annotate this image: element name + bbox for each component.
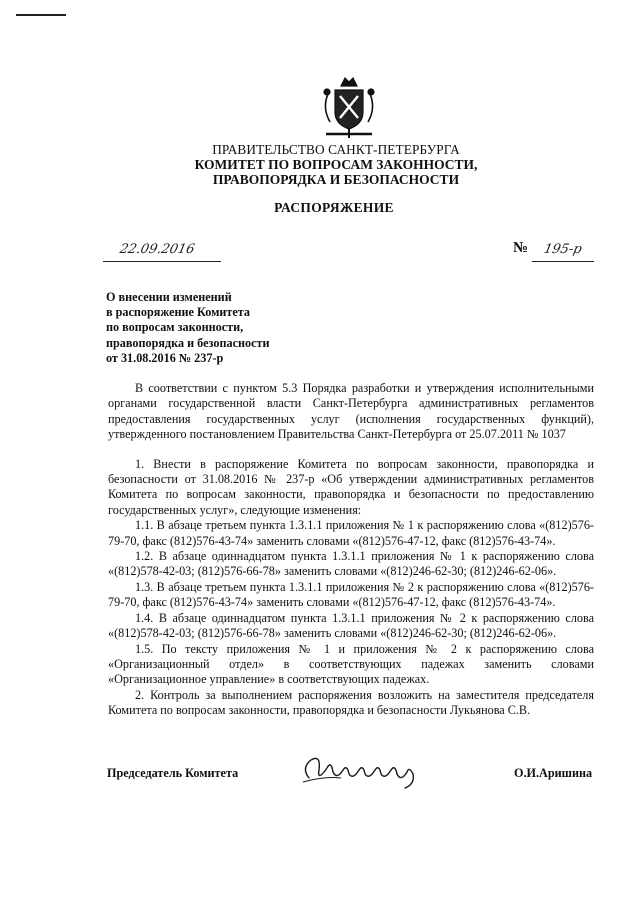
subject-line: правопорядка и безопасности (106, 335, 270, 350)
number-label: № (513, 240, 529, 256)
clause-paragraph: 1.3. В абзаце третьем пункта 1.3.1.1 приложения № 2 к распоряжению слова «(812)576-79-70, факс (812)576-43-74» заменить словами «(812)576-47-12, факс (812)576-43-74». (108, 579, 594, 610)
clause-paragraph: 1.5. По тексту приложения № 1 и приложения № 2 к распоряжению слова «Организационный отдел» в соответствующих падежах заменить словами «Организационное управление» в соответствующих падежах. (108, 641, 594, 687)
clause-paragraph: 1.2. В абзаце одиннадцатом пункта 1.3.1.1 приложения № 1 к распоряжению слова «(812)578-42-03; (812)576-66-78» заменить словами «(812)246-62-30; (812)246-62-06». (108, 549, 594, 579)
committee-name-line2: ПРАВОПОРЯДКА И БЕЗОПАСНОСТИ (212, 172, 460, 187)
signatory-name: О.И.Аришина (514, 766, 593, 780)
signatory-position: Председатель Комитета (107, 766, 239, 780)
clause-paragraph: 1. Внести в распоряжение Комитета по вопросам законности, правопорядка и безопасности от 31.08.2016 № 237-р «Об утверждении административных регламентов Комитета по вопросам законности, правопорядка и безопасности по предоставлению государственных услуг», следующие изменения: (108, 456, 594, 517)
preamble-paragraph: В соответствии с пунктом 5.3 Порядка разработки и утверждения исполнительными органами государственной власти Санкт-Петербурга административных регламентов предоставления государственных услуг (исполнения государственных функций), утвержденного постановлением Правительства Санкт-Петербурга от 25.07.2011 № 1037 (108, 381, 594, 442)
clause-paragraph: 2. Контроль за выполнением распоряжения возложить на заместителя председателя Комитета по вопросам законности, правопорядка и безопасности Лукьянова С.В. (108, 687, 594, 718)
document-date: 22.09.2016 (118, 242, 197, 257)
subject-line: от 31.08.2016 № 237-р (106, 350, 224, 365)
subject-line: О внесении изменений (106, 290, 232, 304)
handwritten-signature (295, 748, 425, 790)
subject-line: в распоряжение Комитета (106, 305, 251, 320)
committee-name-line1: КОМИТЕТ ПО ВОПРОСАМ ЗАКОННОСТИ, (194, 157, 478, 172)
document-type: РАСПОРЯЖЕНИЕ (274, 200, 394, 215)
clause-paragraph: 1.4. В абзаце одиннадцатом пункта 1.3.1.1 приложения № 2 к распоряжению слова «(812)578-42-03; (812)576-66-78» заменить словами «(812)246-62-30; (812)246-62-06». (108, 610, 594, 641)
document-number: 195-р (542, 242, 584, 257)
document-body (108, 381, 594, 719)
coat-of-arms-icon (318, 72, 380, 142)
subject-line: по вопросам законности, (106, 320, 244, 335)
corner-mark (16, 14, 66, 16)
government-name: ПРАВИТЕЛЬСТВО САНКТ-ПЕТЕРБУРГА (212, 142, 460, 157)
subject-block (106, 290, 270, 366)
clause-paragraph: 1.1. В абзаце третьем пункта 1.3.1.1 приложения № 1 к распоряжению слова «(812)576-79-70, факс (812)576-43-74» заменить словами «(812)576-47-12, факс (812)576-43-74». (108, 518, 594, 548)
